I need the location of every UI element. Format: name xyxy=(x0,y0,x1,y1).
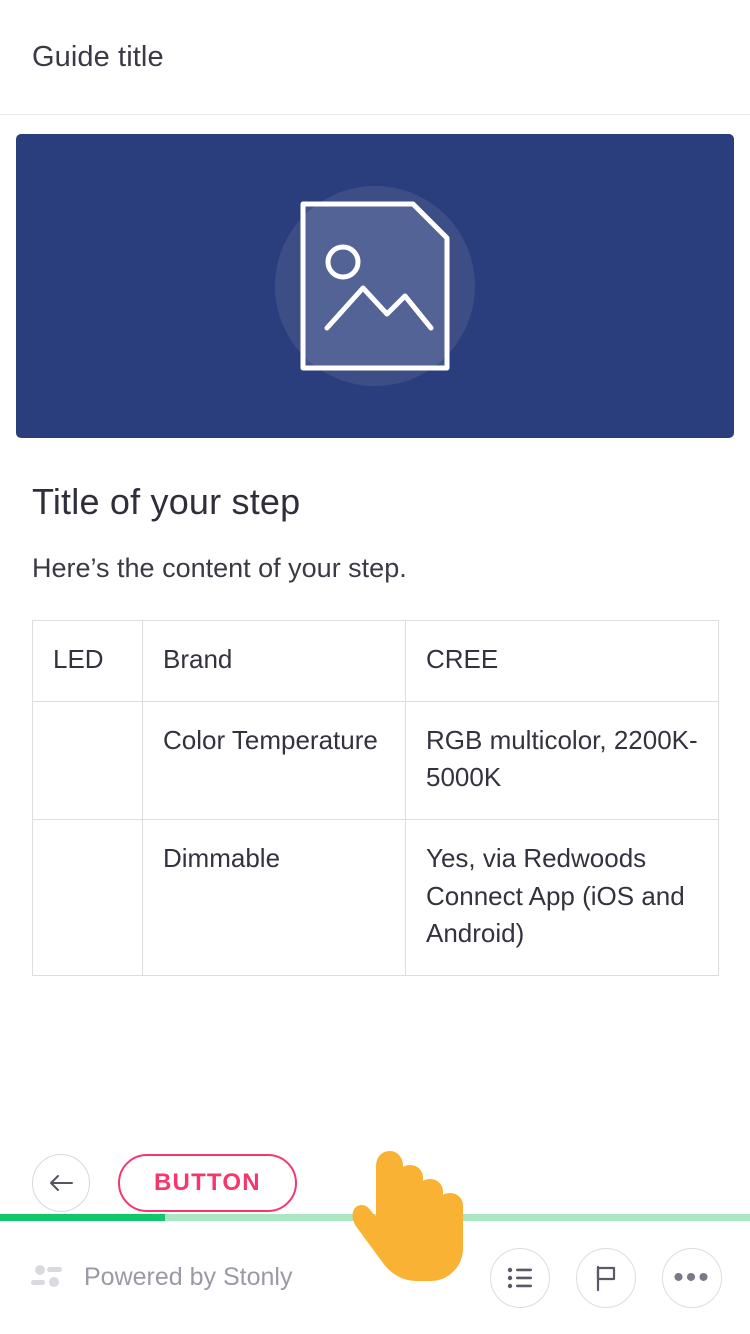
table-cell-category: LED xyxy=(33,621,143,702)
header xyxy=(0,0,750,115)
progress-bar-fill xyxy=(0,1214,165,1221)
stonly-logo-icon xyxy=(28,1262,68,1294)
page-title: Guide title xyxy=(32,40,164,73)
more-options-button[interactable] xyxy=(662,1248,722,1308)
bottom-actions xyxy=(490,1248,722,1308)
table-cell-property: Color Temperature xyxy=(143,701,406,819)
step-content xyxy=(0,481,750,976)
ellipsis-icon: ••• xyxy=(673,1260,711,1294)
table-cell-category xyxy=(33,820,143,976)
table-row xyxy=(33,621,719,702)
table-cell-value: RGB multicolor, 2200K-5000K xyxy=(406,701,719,819)
steps-list-button[interactable] xyxy=(490,1248,550,1308)
back-button[interactable] xyxy=(32,1154,90,1212)
bottom-bar xyxy=(0,1221,750,1334)
table-cell-property: Dimmable xyxy=(143,820,406,976)
media-placeholder xyxy=(16,134,734,438)
table-cell-value: CREE xyxy=(406,621,719,702)
table-cell-category xyxy=(33,701,143,819)
step-nav xyxy=(0,1152,750,1214)
list-icon xyxy=(507,1267,533,1289)
brand-label: Powered by Stonly xyxy=(84,1263,293,1291)
image-placeholder-icon xyxy=(295,196,455,376)
progress-bar xyxy=(0,1214,750,1221)
table-cell-property: Brand xyxy=(143,621,406,702)
cta-button[interactable]: BUTTON xyxy=(118,1154,297,1212)
report-button[interactable] xyxy=(576,1248,636,1308)
flag-icon xyxy=(594,1265,618,1291)
table-cell-value: Yes, via Redwoods Connect App (iOS and Android) xyxy=(406,820,719,976)
table-row xyxy=(33,701,719,819)
step-title: Title of your step xyxy=(32,481,301,522)
table-row xyxy=(33,820,719,976)
arrow-left-icon xyxy=(48,1173,74,1193)
brand xyxy=(28,1262,292,1294)
spec-table xyxy=(32,620,719,976)
step-text: Here’s the content of your step. xyxy=(32,553,407,583)
